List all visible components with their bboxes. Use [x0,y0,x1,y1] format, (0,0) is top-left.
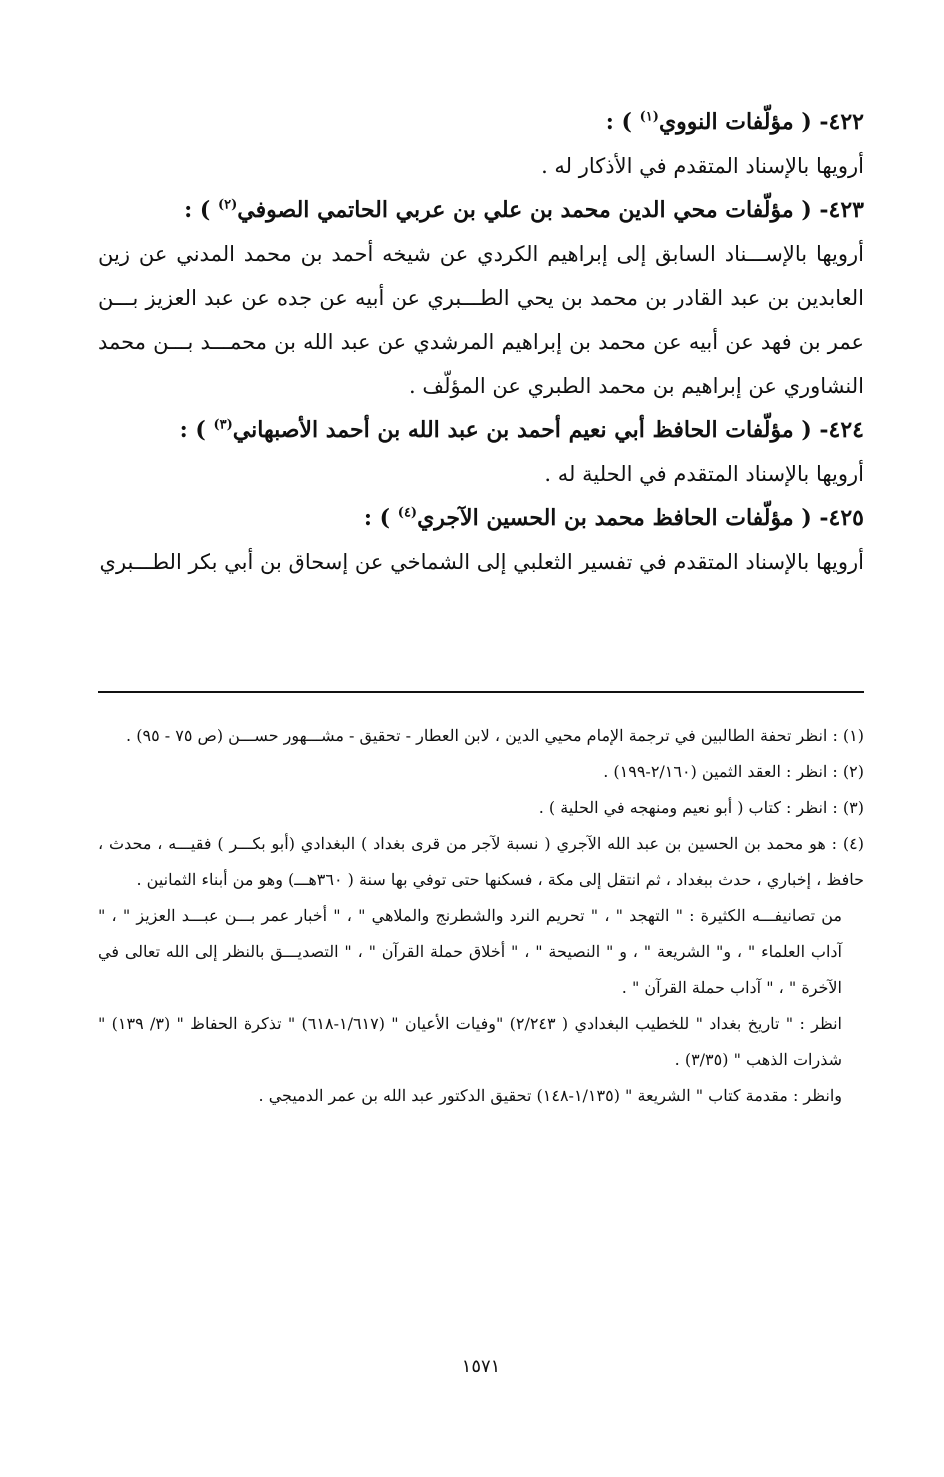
footnote-4-works: من تصانيفـــه الكثيرة : " التهجد " ، " تحريم النرد والشطرنج والملاهي " ، " أخبار عمر بـــن عبـــد العزيز " ، " آداب العلماء " ، و" الشريعة " ، و " النصيحة " ، " أخلاق حملة القرآن " ، " التصديـــق بالنظر إلى الله تعالى في الآخرة " ، " آداب حملة القرآن " . [98,906,842,997]
entry-body-423: أرويها بالإســـناد السابق إلى إبراهيم الكردي عن شيخه أحمد بن محمد المدني عن زين العابدين بن عبد القادر بن محمد بن يحي الطـــبري عن أبيه عن جده عن عبد العزيز بـــن عمر بن فهد عن أبيه عن محمد بن إبراهيم المرشدي عن عبد الله بن محمـــد بـــن محمد النشاوري عن إبراهيم بن محمد الطبري عن المؤلّف . [98,242,864,398]
footnote-4-intro: وانظر : مقدمة كتاب " الشريعة " (١/١٣٥-١٤٨) تحقيق الدكتور عبد الله بن عمر الدميجي . [258,1086,842,1105]
entry-heading-424 [98,408,864,452]
footnote-3: (٣) : انظر : كتاب ( أبو نعيم ومنهجه في الحلية ) . [538,798,864,817]
entry-title-end: ) : [184,197,211,223]
entry-title: ( مؤلّفات النووي [658,109,812,135]
footnotes [98,718,864,1114]
entry-heading-422 [98,100,864,144]
entry-number: ٤٢٥- [819,505,864,531]
entry-number: ٤٢٤- [819,417,864,443]
footnote-ref[interactable]: (٣) [213,417,233,433]
footnote-ref[interactable]: (٤) [397,505,418,521]
entry-body-422: أرويها بالإسناد المتقدم في الأذكار له . [541,154,864,178]
document-page [98,0,864,1477]
page-number: ١٥٧١ [461,1356,501,1377]
footnote-2: (٢) : انظر : العقد الثمين (٢/١٦٠-١٩٩) . [603,762,864,781]
footnote-ref[interactable]: (١) [639,109,659,125]
entry-body-424: أرويها بالإسناد المتقدم في الحلية له . [544,462,864,486]
entry-title-end: ) : [363,505,391,531]
main-text [98,100,864,584]
footnote-4: (٤) : هو محمد بن الحسين بن عبد الله الآجري ( نسبة لآجر من قرى بغداد ) البغدادي (أبو بكـــر ) فقيـــه ، محدث ، حافظ ، إخباري ، حدث ببغداد ، ثم انتقل إلى مكة ، فسكنها حتى توفي بها سنة ( ٣٦٠هـــ) وهو من أبناء الثمانين . [98,834,864,889]
entry-title-end: ) : [179,417,206,443]
entry-title-end: ) : [605,109,632,135]
entry-title: ( مؤلّفات الحافظ أبي نعيم أحمد بن عبد الله بن أحمد الأصبهاني [232,417,812,443]
entry-heading-423 [98,188,864,232]
entry-title: ( مؤلّفات الحافظ محمد بن الحسين الآجري [417,505,812,531]
footnote-ref[interactable]: (٢) [218,197,238,213]
entry-heading-425 [98,496,864,540]
footnote-4-sources: انظر : " تاريخ بغداد " للخطيب البغدادي ( ٢/٢٤٣) "وفيات الأعيان " (١/٦١٧-٦١٨) " تذكرة الحفاظ " (٣/ ١٣٩) " شذرات الذهب " (٣/٣٥) . [98,1014,842,1069]
entry-body-425: أرويها بالإسناد المتقدم في تفسير الثعلبي إلى الشماخي عن إسحاق بن أبي بكر الطـــبري [99,550,864,574]
entry-title: ( مؤلّفات محي الدين محمد بن علي بن عربي الحاتمي الصوفي [237,197,812,223]
entry-number: ٤٢٣- [819,197,864,223]
footnote-1: (١) : انظر تحفة الطالبين في ترجمة الإمام محيي الدين ، لابن العطار - تحقيق - مشـــهور حســـن (ص ٧٥ - ٩٥) . [126,726,864,745]
footnote-divider [98,691,864,693]
entry-number: ٤٢٢- [819,109,864,135]
